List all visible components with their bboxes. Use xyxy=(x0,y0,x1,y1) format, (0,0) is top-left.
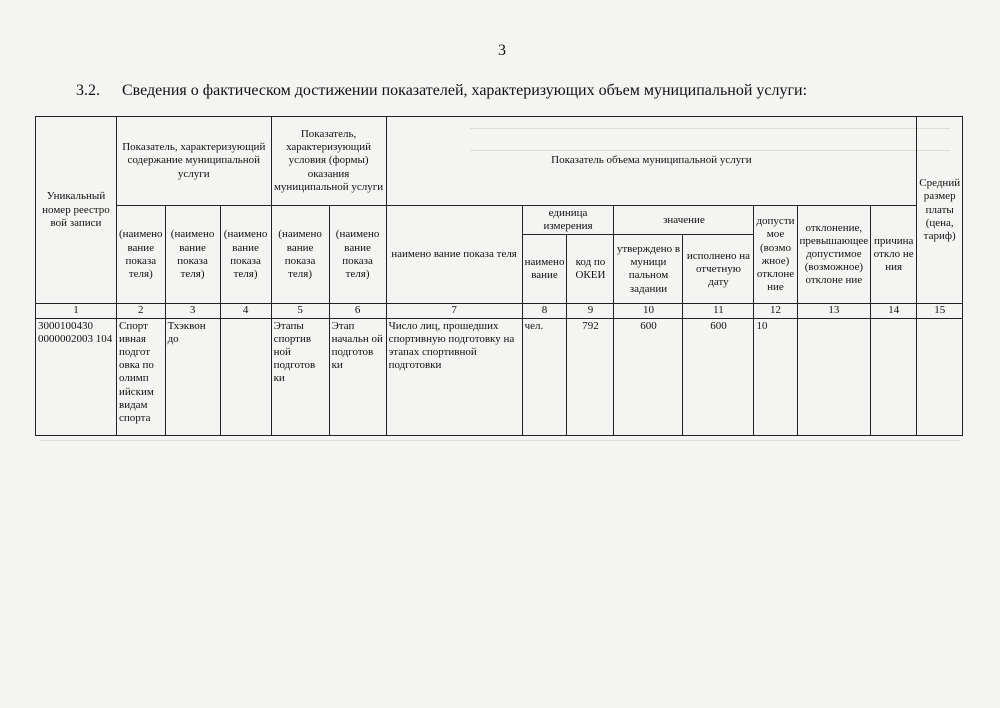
column-number: 11 xyxy=(683,304,754,318)
header-excess-deviation: отклонение, превышающее допустимое (возможное) отклоне ние xyxy=(797,206,871,304)
cell-reason xyxy=(871,318,917,435)
header-executed: исполнено на отчетную дату xyxy=(683,235,754,304)
column-number: 3 xyxy=(165,304,220,318)
table-row xyxy=(36,318,963,435)
section-heading xyxy=(76,82,807,100)
header-content-indicator: Показатель, характеризующий содержание муниципальной услуги xyxy=(117,117,272,206)
header-unit-name: наимено вание xyxy=(522,235,567,304)
column-number: 2 xyxy=(117,304,166,318)
header-approved: утверждено в муници пальном задании xyxy=(614,235,683,304)
header-avg-fee: Средний размер платы (цена, тариф) xyxy=(917,117,963,304)
cell-content-2: Тхэквон до xyxy=(165,318,220,435)
cell-executed: 600 xyxy=(683,318,754,435)
cell-okei: 792 xyxy=(567,318,614,435)
column-number: 10 xyxy=(614,304,683,318)
column-number: 13 xyxy=(797,304,871,318)
cell-unit-name: чел. xyxy=(522,318,567,435)
header-okei-code: код по ОКЕИ xyxy=(567,235,614,304)
header-row-1 xyxy=(36,117,963,206)
header-value: значение xyxy=(614,206,754,235)
column-number: 6 xyxy=(329,304,386,318)
column-number: 12 xyxy=(754,304,797,318)
header-row-2 xyxy=(36,206,963,235)
volume-indicators-table xyxy=(35,116,963,436)
column-number: 4 xyxy=(220,304,271,318)
header-indicator-name: наимено вание показа теля xyxy=(386,206,522,304)
cell-condition-2: Этап начальн ой подготов ки xyxy=(329,318,386,435)
column-number: 9 xyxy=(567,304,614,318)
header-sub-name-3: (наимено вание показа теля) xyxy=(220,206,271,304)
header-conditions-indicator: Показатель, характеризующий условия (формы) оказания муниципальной услуги xyxy=(271,117,386,206)
header-unique-number: Уникальный номер реестро вой записи xyxy=(36,117,117,304)
bleed-through-line xyxy=(40,440,960,441)
column-number: 7 xyxy=(386,304,522,318)
cell-avg-fee xyxy=(917,318,963,435)
header-allowed-deviation: допусти мое (возмо жное) отклоне ние xyxy=(754,206,797,304)
section-number: 3.2. xyxy=(76,82,100,99)
cell-allowed-deviation: 10 xyxy=(754,318,797,435)
section-title: Сведения о фактическом достижении показателей, характеризующих объем муниципальной услуги: xyxy=(122,82,808,99)
header-sub-name-1: (наимено вание показа теля) xyxy=(117,206,166,304)
cell-record-number: 3000100430 0000002003 104 xyxy=(36,318,117,435)
column-number: 5 xyxy=(271,304,329,318)
column-number: 1 xyxy=(36,304,117,318)
column-number: 8 xyxy=(522,304,567,318)
cell-approved: 600 xyxy=(614,318,683,435)
page-number: 3 xyxy=(498,42,506,59)
column-number-row xyxy=(36,304,963,318)
cell-content-1: Спорт ивная подгот овка по олимп ийским видам спорта xyxy=(117,318,166,435)
cell-excess-deviation xyxy=(797,318,871,435)
header-unit: единица измерения xyxy=(522,206,614,235)
header-sub-name-2: (наимено вание показа теля) xyxy=(165,206,220,304)
cell-content-3 xyxy=(220,318,271,435)
header-reason: причина откло не ния xyxy=(871,206,917,304)
cell-indicator: Число лиц, прошедших спортивную подготовку на этапах спортивной подготовки xyxy=(386,318,522,435)
header-sub-name-5: (наимено вание показа теля) xyxy=(329,206,386,304)
column-number: 14 xyxy=(871,304,917,318)
header-sub-name-4: (наимено вание показа теля) xyxy=(271,206,329,304)
header-volume-indicator: Показатель объема муниципальной услуги xyxy=(386,117,917,206)
column-number: 15 xyxy=(917,304,963,318)
cell-condition-1: Этапы спортив ной подготов ки xyxy=(271,318,329,435)
